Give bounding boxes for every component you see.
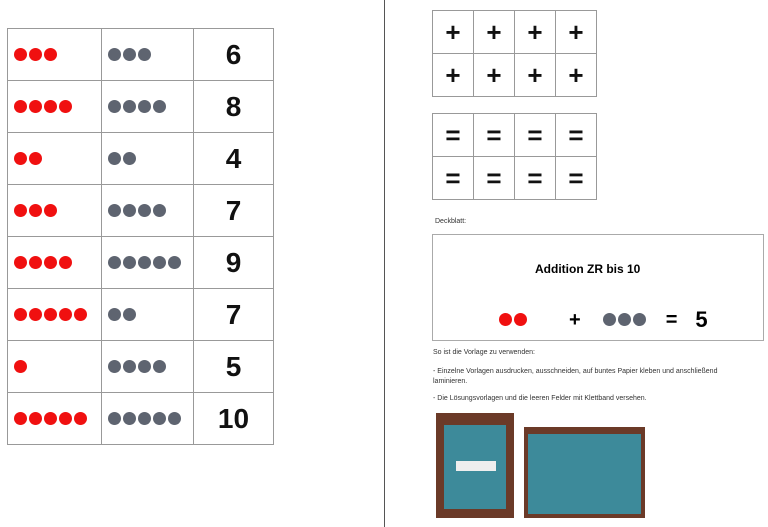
gray-dot: [123, 204, 136, 217]
red-dots-cell: [8, 185, 102, 237]
red-dot: [29, 412, 42, 425]
gray-dot: [153, 360, 166, 373]
sum-cell: 7: [194, 289, 274, 341]
red-dot: [14, 308, 27, 321]
card-row: [8, 393, 274, 445]
red-dot: [29, 48, 42, 61]
plus-symbol-grid: [432, 10, 597, 97]
sum-cell: 4: [194, 133, 274, 185]
gray-dot: [123, 152, 136, 165]
symbol-card: +: [515, 11, 556, 54]
red-dot: [44, 256, 57, 269]
equals-symbol-grid: [432, 113, 597, 200]
instructions-heading: So ist die Vorlage zu verwenden:: [433, 349, 535, 356]
gray-dots-cell: [102, 29, 194, 81]
gray-dot: [138, 100, 151, 113]
sum-cell: 6: [194, 29, 274, 81]
red-dot: [514, 313, 527, 326]
red-dots-cell: [8, 393, 102, 445]
red-dot: [59, 308, 72, 321]
card-row: [8, 289, 274, 341]
symbol-card: +: [515, 54, 556, 97]
gray-dot: [108, 48, 121, 61]
gray-dots-cell: [102, 393, 194, 445]
gray-dots-cell: [102, 237, 194, 289]
red-dot: [74, 412, 87, 425]
gray-dot: [108, 100, 121, 113]
red-dot: [74, 308, 87, 321]
red-dots-cell: [8, 29, 102, 81]
red-dot: [29, 204, 42, 217]
symbol-card: +: [474, 54, 515, 97]
red-dot: [14, 360, 27, 373]
symbol-card: =: [474, 114, 515, 157]
cover-sheet: [432, 234, 764, 341]
gray-dot: [153, 204, 166, 217]
red-dots: [499, 311, 529, 329]
symbol-card: +: [433, 54, 474, 97]
gray-dots-cell: [102, 185, 194, 237]
card-row: [8, 81, 274, 133]
gray-dot: [123, 100, 136, 113]
card-row: [8, 341, 274, 393]
gray-dots-cell: [102, 133, 194, 185]
gray-dots-cell: [102, 81, 194, 133]
photo-cover-folder: [436, 413, 514, 518]
red-dot: [59, 412, 72, 425]
red-dot: [44, 204, 57, 217]
gray-dot: [153, 256, 166, 269]
red-dot: [14, 256, 27, 269]
symbol-card: =: [556, 114, 597, 157]
gray-dot: [123, 256, 136, 269]
symbol-card: =: [474, 157, 515, 200]
instructions-step-2: - Die Lösungsvorlagen und die leeren Felder mit Klettband versehen.: [433, 395, 647, 402]
sum-cell: 8: [194, 81, 274, 133]
symbol-card: +: [556, 54, 597, 97]
cover-title: Addition ZR bis 10: [535, 262, 641, 276]
gray-dot: [108, 412, 121, 425]
gray-dot: [108, 152, 121, 165]
symbol-card: =: [515, 114, 556, 157]
red-dots-cell: [8, 237, 102, 289]
red-dot: [14, 412, 27, 425]
red-dot: [44, 412, 57, 425]
gray-dot: [618, 313, 631, 326]
gray-dot: [138, 256, 151, 269]
gray-dot: [108, 360, 121, 373]
gray-dots: [603, 311, 648, 329]
card-row: [8, 185, 274, 237]
red-dot: [14, 100, 27, 113]
red-dots-cell: [8, 341, 102, 393]
deckblatt-label: Deckblatt:: [435, 218, 467, 225]
red-dot: [14, 204, 27, 217]
gray-dot: [108, 308, 121, 321]
gray-dot: [123, 308, 136, 321]
red-dot: [44, 48, 57, 61]
gray-dot: [168, 256, 181, 269]
gray-dots-cell: [102, 289, 194, 341]
instructions-step-1: - Einzelne Vorlagen ausdrucken, ausschneiden, auf buntes Papier kleben und anschließend laminieren.: [433, 368, 718, 385]
sum-cell: 7: [194, 185, 274, 237]
red-dot: [44, 308, 57, 321]
gray-dot: [153, 100, 166, 113]
gray-dot: [123, 48, 136, 61]
gray-dot: [603, 313, 616, 326]
cover-result: 5: [695, 307, 708, 332]
plus-sign: +: [569, 308, 581, 331]
gray-dot: [138, 204, 151, 217]
photo-open-folder: [524, 427, 645, 518]
gray-dot: [108, 256, 121, 269]
red-dots-cell: [8, 289, 102, 341]
red-dot: [14, 152, 27, 165]
card-row: [8, 133, 274, 185]
red-dot: [29, 152, 42, 165]
red-dot: [29, 308, 42, 321]
equals-sign: =: [665, 308, 678, 331]
symbol-card: =: [515, 157, 556, 200]
sum-cell: 9: [194, 237, 274, 289]
symbol-card: +: [556, 11, 597, 54]
symbol-card: +: [474, 11, 515, 54]
gray-dot: [138, 360, 151, 373]
symbol-card: =: [556, 157, 597, 200]
red-dot: [29, 256, 42, 269]
red-dots-cell: [8, 133, 102, 185]
symbol-card: +: [433, 11, 474, 54]
red-dot: [44, 100, 57, 113]
red-dot: [499, 313, 512, 326]
card-row: [8, 237, 274, 289]
sum-cell: 10: [194, 393, 274, 445]
gray-dots-cell: [102, 341, 194, 393]
gray-dot: [123, 360, 136, 373]
red-dot: [59, 100, 72, 113]
card-row: [8, 29, 274, 81]
gray-dot: [123, 412, 136, 425]
sum-cell: 5: [194, 341, 274, 393]
gray-dot: [633, 313, 646, 326]
addition-cards-table: [7, 28, 274, 445]
red-dot: [59, 256, 72, 269]
gray-dot: [168, 412, 181, 425]
red-dots-cell: [8, 81, 102, 133]
red-dot: [14, 48, 27, 61]
page-divider: [384, 0, 385, 527]
gray-dot: [108, 204, 121, 217]
gray-dot: [138, 412, 151, 425]
red-dot: [29, 100, 42, 113]
symbol-card: =: [433, 114, 474, 157]
symbol-card: =: [433, 157, 474, 200]
gray-dot: [153, 412, 166, 425]
gray-dot: [138, 48, 151, 61]
